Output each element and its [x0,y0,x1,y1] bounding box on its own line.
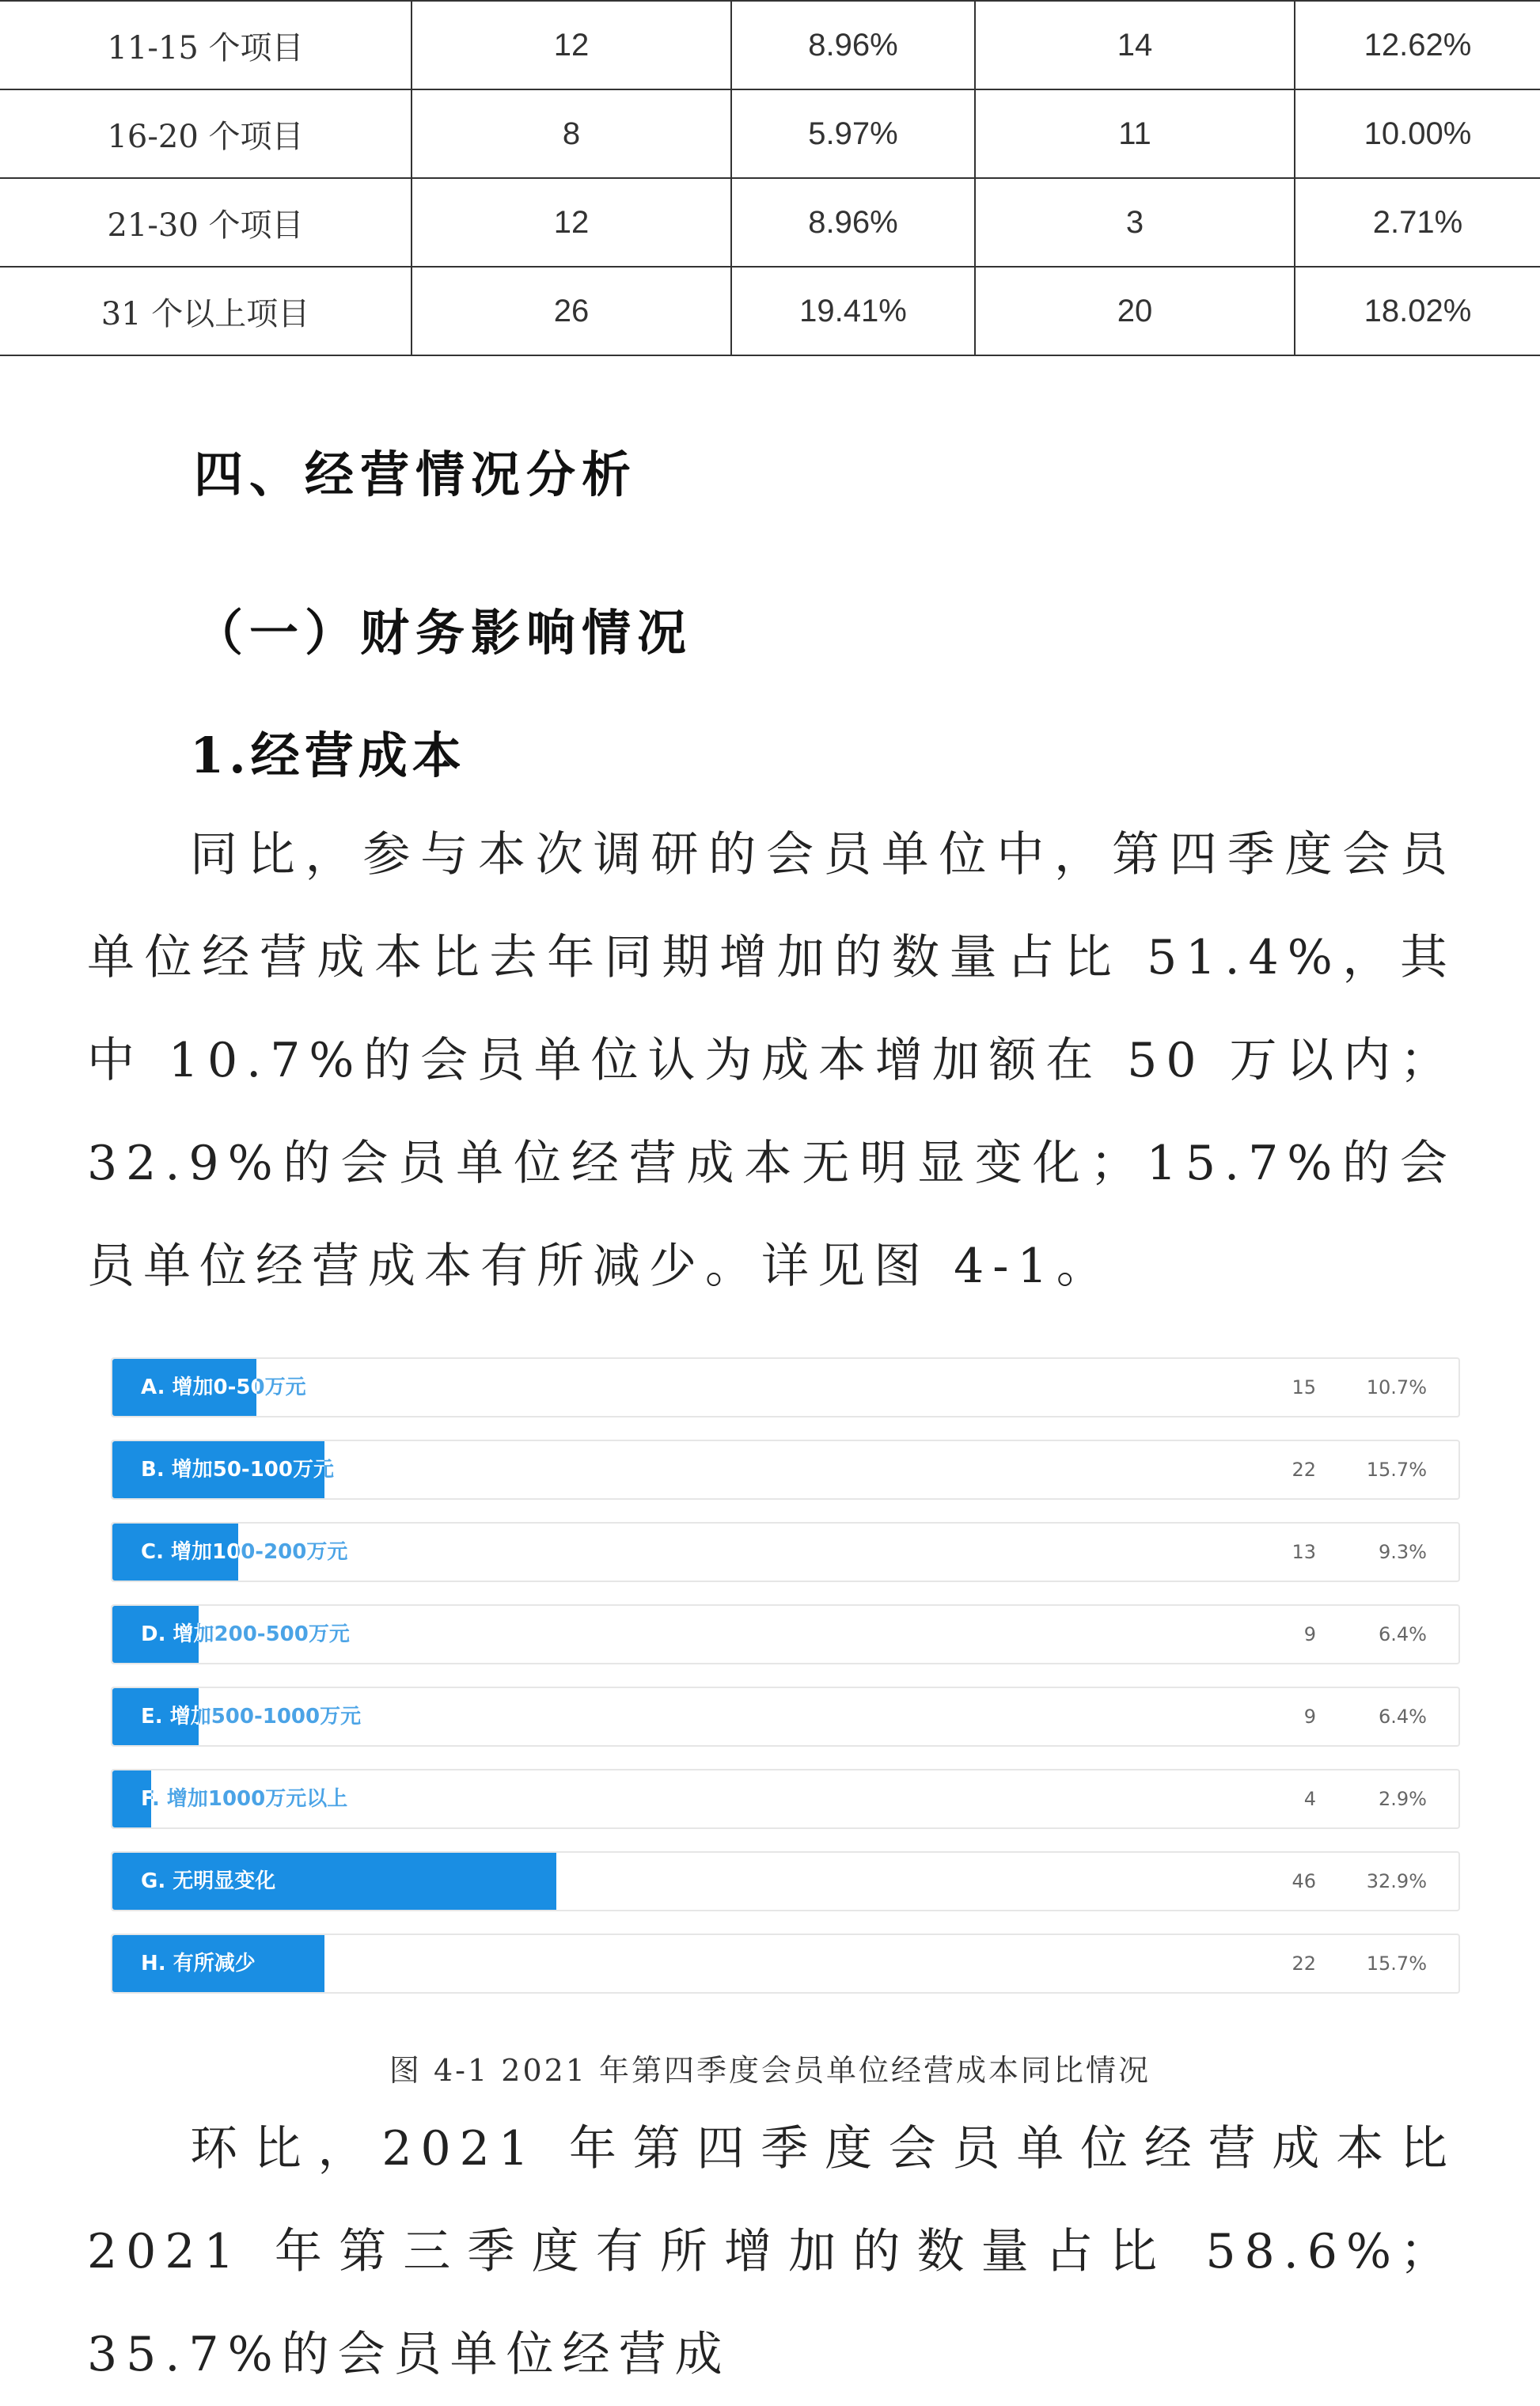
table-cell: 8 [412,89,731,178]
table-cell: 3 [975,178,1295,267]
chart-bar-count: 46 [1292,1870,1316,1892]
chart-bar-percent: 15.7% [1366,1459,1427,1481]
chart-bar-label: B. 增加50-100万元 [141,1441,334,1498]
chart-bar-label: G. 无明显变化 [141,1853,275,1910]
chart-bar-percent: 15.7% [1366,1953,1427,1975]
chart-bar-label: E. 增加500-1000万元 [141,1688,361,1745]
table-cell: 2.71% [1295,178,1540,267]
operating-cost-bar-chart [111,1357,1460,2006]
table-cell: 8.96% [731,1,975,89]
table-cell: 18.02% [1295,267,1540,355]
chart-bar-row [111,1851,1460,1911]
table-row [0,267,1540,355]
figure-caption: 图 4-1 2021 年第四季度会员单位经营成本同比情况 [389,2053,1151,2088]
table-cell: 10.00% [1295,89,1540,178]
table-cell: 19.41% [731,267,975,355]
chart-bar-row [111,1687,1460,1747]
chart-bar-row [111,1440,1460,1500]
chart-bar-label: H. 有所减少 [141,1935,256,1992]
chart-bar-count: 4 [1303,1788,1316,1810]
chart-bar-percent: 32.9% [1366,1870,1427,1892]
table-row [0,1,1540,89]
chart-bar-row [111,1522,1460,1582]
chart-bar-percent: 6.4% [1379,1623,1427,1645]
table-cell: 12.62% [1295,1,1540,89]
chart-bar-count: 22 [1292,1459,1316,1481]
table-row [0,89,1540,178]
chart-bar-count: 9 [1303,1706,1316,1728]
table-cell: 8.96% [731,178,975,267]
project-count-table [0,0,1540,356]
chart-bar-count: 13 [1292,1541,1316,1563]
sub-sub-heading: 1.经营成本 [190,727,466,784]
table-cell: 5.97% [731,89,975,178]
chart-bar-row [111,1769,1460,1829]
table-cell: 11 [975,89,1295,178]
section-heading: 四、经营情况分析 [194,446,638,503]
sub-heading: （一）财务影响情况 [194,604,693,662]
table-cell: 21-30 个项目 [0,178,412,267]
chart-bar-label: D. 增加200-500万元 [141,1606,350,1663]
chart-bar-percent: 10.7% [1366,1376,1427,1398]
paragraph-quarter-over-quarter: 环比，2021 年第四季度会员单位经营成本比 2021 年第三季度有所增加的数量占比 58.6%；35.7%的会员单位经营成 [87,2121,1456,2382]
paragraph-year-over-year: 同比，参与本次调研的会员单位中，第四季度会员单位经营成本比去年同期增加的数量占比 51.4%，其中 10.7%的会员单位认为成本增加额在 50 万以内；32.9%的会员单位经营成本无明显变化；15.7%的会员单位经营成本有所减少。详见图 4-1。 [87,827,1456,1294]
chart-bar-row [111,1357,1460,1417]
table-row [0,178,1540,267]
chart-bar-percent: 9.3% [1379,1541,1427,1563]
table-cell: 20 [975,267,1295,355]
table-cell: 12 [412,178,731,267]
table-cell: 31 个以上项目 [0,267,412,355]
chart-bar-count: 22 [1292,1953,1316,1975]
table-cell: 26 [412,267,731,355]
chart-bar-percent: 6.4% [1379,1706,1427,1728]
chart-bar-label: F. 增加1000万元以上 [141,1770,347,1827]
chart-bar-count: 15 [1292,1376,1316,1398]
chart-bar-label: C. 增加100-200万元 [141,1524,347,1581]
chart-bar-row [111,1604,1460,1664]
chart-bar-label: A. 增加0-50万元 [141,1359,306,1416]
chart-bar-count: 9 [1303,1623,1316,1645]
chart-bar-percent: 2.9% [1379,1788,1427,1810]
table-cell: 16-20 个项目 [0,89,412,178]
chart-bar-row [111,1934,1460,1994]
table-cell: 11-15 个项目 [0,1,412,89]
table-cell: 12 [412,1,731,89]
table-cell: 14 [975,1,1295,89]
